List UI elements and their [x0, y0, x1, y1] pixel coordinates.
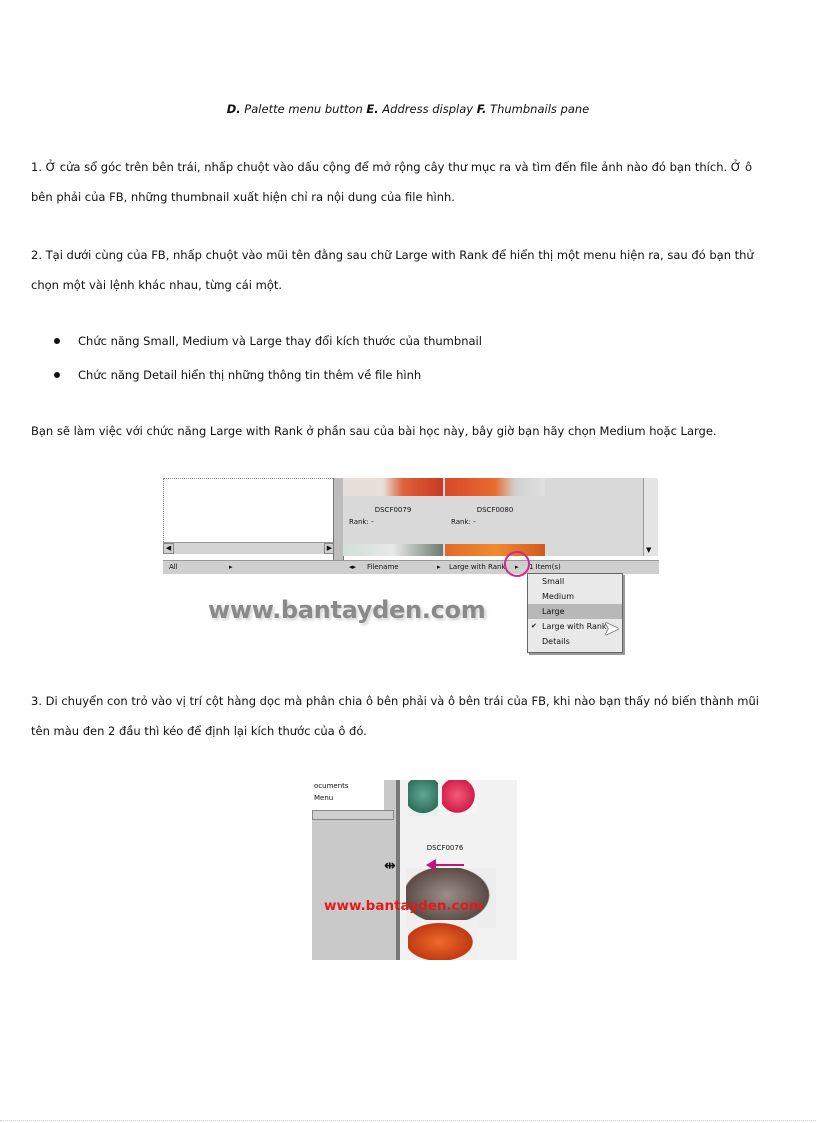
item-count: 1 Item(s) [529, 563, 561, 571]
figure-caption [0, 102, 816, 116]
thumbnail-rank: Rank: - [349, 518, 374, 526]
sort-menu[interactable]: Filename [367, 563, 399, 571]
view-dropdown-menu [527, 573, 623, 653]
thumbnail-image [442, 780, 476, 814]
right-scrollbar[interactable] [643, 478, 658, 556]
thumbnail-image [408, 920, 478, 960]
folder-tree-pane [163, 478, 335, 552]
view-menu[interactable]: Large with Rank [449, 563, 506, 571]
paragraph-1: 1. Ở cửa sổ góc trên bên trái, nhấp chuột vào dấu cộng để mở rộng cây thư mục ra và tìm đến file ảnh nào đó bạn thích. Ở ô bên phải của FB, những thumbnail xuất hiện chỉ ra nội dung của file hình. [31, 160, 752, 204]
page-bottom-border [0, 1120, 816, 1121]
menu-item-small[interactable]: Small [542, 577, 565, 586]
status-bar [163, 560, 659, 574]
thumbnail-rank: Rank: - [451, 518, 476, 526]
paragraph-4: 3. Di chuyển con trỏ vào vị trí cột hàng dọc mà phân chia ô bên phải và ô bên trái của FB, khi nào bạn thấy nó biến thành mũi tên màu đen 2 đầu thì kéo để định lại kích thước của ô đó. [31, 694, 759, 738]
paragraph-3: Bạn sẽ làm việc với chức năng Large with Rank ở phần sau của bài học này, bây giờ bạn hãy chọn Medium hoặc Large. [31, 424, 717, 438]
file-browser-screenshot [163, 478, 667, 652]
caption-f-letter: F. [476, 102, 487, 116]
scroll-left-icon[interactable]: ◀ [163, 543, 174, 554]
pane-resize-screenshot [312, 780, 517, 960]
bullet-list [52, 330, 482, 398]
caption-e-letter: E. [366, 102, 379, 116]
thumbnail-name: DSCF0080 [476, 506, 514, 514]
thumbnail-image [343, 478, 443, 496]
left-scrollbar[interactable] [163, 542, 335, 554]
scroll-down-icon[interactable]: ▼ [646, 546, 652, 554]
tree-item[interactable]: ocuments [314, 782, 349, 790]
left-arrow-icon [426, 858, 466, 872]
watermark: www.bantayden.com [208, 596, 486, 624]
caption-e-text: Address display [378, 102, 477, 116]
watermark: www.bantayden.com [324, 898, 483, 914]
tree-item[interactable]: Menu [314, 794, 334, 802]
left-scrollbar[interactable] [312, 810, 394, 820]
view-menu-arrow-icon[interactable]: ▸ [515, 563, 519, 571]
thumbnail-name: DSCF0079 [374, 506, 412, 514]
thumbnail-image [445, 478, 545, 496]
caption-d-text: Palette menu button [240, 102, 367, 116]
caption-d-letter: D. [226, 102, 241, 116]
path-display[interactable]: All [169, 563, 178, 571]
bullet-item: Chức năng Small, Medium và Large thay đổi kích thước của thumbnail [52, 330, 482, 364]
thumbnail-image [408, 780, 438, 816]
path-arrow-icon[interactable]: ▸ [229, 563, 233, 571]
thumbnail-name: DSCF0076 [426, 844, 464, 852]
menu-item-medium[interactable]: Medium [542, 592, 574, 601]
caption-f-text: Thumbnails pane [486, 102, 590, 116]
bullet-item: Chức năng Detail hiển thị những thông tin thêm về file hình [52, 364, 482, 398]
menu-item-large-with-rank[interactable]: ✔ Large with Rank [528, 619, 622, 634]
sort-toggle-icon[interactable]: ◂▸ [349, 563, 357, 571]
resize-cursor-icon: ⇹ [384, 858, 396, 874]
menu-item-details[interactable]: Details [542, 637, 570, 646]
scroll-right-icon[interactable]: ▶ [324, 543, 335, 554]
sort-arrow-icon[interactable]: ▸ [437, 563, 441, 571]
paragraph-2: 2. Tại dưới cùng của FB, nhấp chuột vào mũi tên đằng sau chữ Large with Rank để hiển thị một menu hiện ra, sau đó bạn thử chọn một vài lệnh khác nhau, từng cái một. [31, 248, 754, 292]
menu-item-large[interactable]: Large [528, 604, 622, 619]
mouse-pointer-icon: ➤ [603, 616, 620, 640]
